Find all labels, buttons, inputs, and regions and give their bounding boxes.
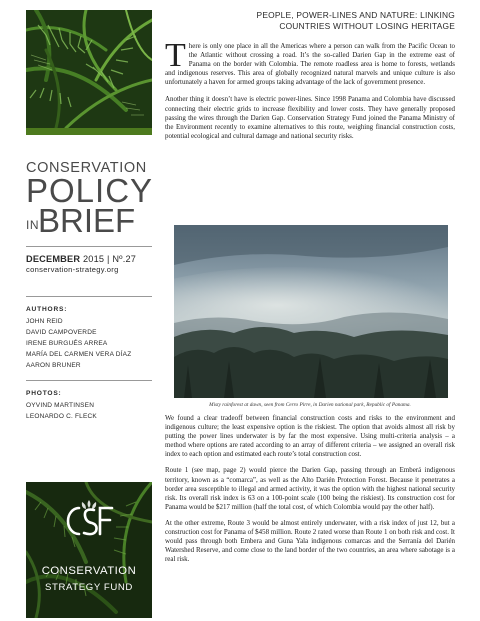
series-title-line1: CONSERVATION xyxy=(26,160,147,176)
website-url[interactable]: conservation-strategy.org xyxy=(26,265,119,274)
author-name: JOHN REID xyxy=(26,318,63,325)
paragraph-intro-text: here is only one place in all the Americas where a person can walk from the Pacific Ocean to the Atlantic without crossing a road. It’s the so-called Darien Gap in the extreme east of Panama on the border with Colombia. The remote roadless area is home to forests, wetlands and indigenous reserves. This area of globally recognized natural marvels and unique culture is also unfortunately a haven for armed groups taking advantage of the lack of government presence. xyxy=(165,42,455,87)
series-title xyxy=(26,160,154,239)
rainforest-bottom-image xyxy=(26,482,152,618)
author-name: AARON BRUNER xyxy=(26,362,81,369)
rainforest-top-image xyxy=(26,10,152,128)
headline-line1: PEOPLE, POWER-LINES AND NATURE: LINKING xyxy=(256,10,455,20)
issue-date xyxy=(26,254,152,264)
photo-caption: Misty rainforest at dawn, seen from Cerro Pirre, in Darien national park, Republic of Panama. xyxy=(209,402,411,408)
accent-band xyxy=(26,128,152,135)
issue-info xyxy=(26,254,152,274)
series-title-line2: POLICY xyxy=(26,172,154,209)
photo-credits xyxy=(26,390,152,422)
headline-line2: COUNTRIES WITHOUT LOSING HERITAGE xyxy=(279,20,455,31)
author-name: IRENE BURGUÉS ARREA xyxy=(26,340,108,347)
author-name: DAVID CAMPOVERDE xyxy=(26,329,97,336)
divider xyxy=(26,246,152,247)
series-title-in: IN xyxy=(26,218,39,232)
photos-header: PHOTOS: xyxy=(26,390,62,397)
article-headline xyxy=(165,10,455,31)
misty-rainforest-photo xyxy=(174,225,448,398)
sidebar xyxy=(26,10,152,618)
author-name: MARÍA DEL CARMEN VERA DÍAZ xyxy=(26,351,132,358)
series-title-brief: BRIEF xyxy=(38,202,136,239)
issue-number: Nº.27 xyxy=(112,254,137,264)
footer-org-line1: CONSERVATION xyxy=(41,565,137,577)
paragraph-power-lines: Another thing it doesn’t have is electric power-lines. Since 1998 Panama and Colombia have discussed connecting their electric grids to increase flexibility and lower costs. They have generally proposed passing the wires through the Darien Gap. Conservation Strategy Fund joined the Panama Ministry of the Environment recently to examine alternatives to this route, weighing financial construction costs, potential ecological and cultural damage and national security risks. xyxy=(165,95,455,140)
authors-header: AUTHORS: xyxy=(26,306,68,313)
photographer-name: LEONARDO C. FLECK xyxy=(26,413,97,420)
divider xyxy=(26,296,152,297)
issue-year: 2015 xyxy=(82,254,105,264)
article xyxy=(165,10,455,564)
divider xyxy=(26,380,152,381)
findings-section xyxy=(165,414,455,564)
photographer-name: OYVIND MARTINSEN xyxy=(26,402,95,409)
paragraph-intro xyxy=(165,37,455,87)
paragraph-route-1: Route 1 (see map, page 2) would pierce the Darien Gap, passing through an Emberá indigenous territory, known as a “comarca”, as well as the Alto Darién Protection Forest. Because it penetrates a border area susceptible to illegal and armed activity, it was the option with the highest national security risk. Its overall risk index is 63 on a 100-point scale (100 being the riskiest). Its construction cost for Panama would be $217 million (half the total cost, of which Colombia would pay the other half). xyxy=(165,466,455,511)
paragraph-findings: We found a clear tradeoff between financial construction costs and risks to the environment and indigenous culture; the least expensive option is the riskiest. The option that avoids almost all risk by putting the power lines underwater is by far the most expensive. Using multi-criteria analysis – a method where options are rated according to an array of different criteria – we assigned an overall risk index to each option and estimated each route’s total construction cost. xyxy=(165,414,455,459)
issue-month: DECEMBER xyxy=(26,254,81,264)
authors-list xyxy=(26,306,152,371)
footer-org-line2: STRATEGY FUND xyxy=(45,582,133,593)
paragraph-route-3: At the other extreme, Route 3 would be almost entirely underwater, with a risk index of just 12, but a construction cost for Panama of $458 million. Route 2 rated worse than Route 1 on both risk and cost. It would pass through both Embera and Guna Yala indigenous comarcas and the Serranía del Darién Watershed Reserve, and come close to the land border of the two countries, an area where sabotage is a real risk. xyxy=(165,518,455,564)
issue-separator: | xyxy=(106,254,110,264)
csf-logo xyxy=(60,498,118,546)
series-title-line3 xyxy=(26,202,152,239)
drop-cap: T xyxy=(165,37,186,74)
